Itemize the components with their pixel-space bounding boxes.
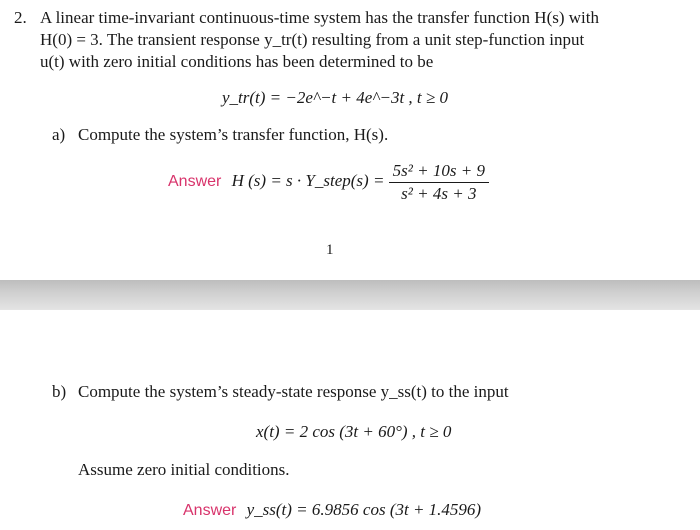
fraction-numerator: 5s² + 10s + 9 bbox=[389, 160, 489, 183]
part-b-answer bbox=[183, 500, 481, 521]
transfer-function-lhs: H (s) = s · Y_step(s) = bbox=[231, 171, 385, 190]
page-separator bbox=[0, 280, 700, 310]
part-a-answer bbox=[168, 158, 489, 205]
page-number: 1 bbox=[326, 242, 334, 258]
transfer-function-fraction bbox=[389, 160, 489, 205]
part-a-question: Compute the system’s transfer function, H(s). bbox=[78, 125, 389, 144]
problem-line-3: u(t) with zero initial conditions has been determined to be bbox=[40, 52, 434, 71]
part-b-label: b) bbox=[52, 382, 67, 401]
fraction-denominator: s² + 4s + 3 bbox=[401, 183, 477, 203]
part-b-assumption: Assume zero initial conditions. bbox=[78, 460, 290, 479]
problem-line-1: A linear time-invariant continuous-time system has the transfer function H(s) with bbox=[40, 8, 599, 27]
input-equation: x(t) = 2 cos (3t + 60°) , t ≥ 0 bbox=[256, 422, 452, 441]
problem-number: 2. bbox=[14, 8, 27, 27]
answer-label-b: Answer bbox=[183, 502, 237, 519]
transient-response-equation: y_tr(t) = −2e^−t + 4e^−3t , t ≥ 0 bbox=[222, 88, 448, 107]
problem-line-2: H(0) = 3. The transient response y_tr(t) resulting from a unit step-function input bbox=[40, 30, 585, 49]
part-b-question: Compute the system’s steady-state response y_ss(t) to the input bbox=[78, 382, 509, 401]
steady-state-expression: y_ss(t) = 6.9856 cos (3t + 1.4596) bbox=[246, 500, 482, 519]
answer-label: Answer bbox=[168, 173, 222, 190]
page-2 bbox=[0, 310, 700, 530]
part-a-label: a) bbox=[52, 125, 66, 144]
